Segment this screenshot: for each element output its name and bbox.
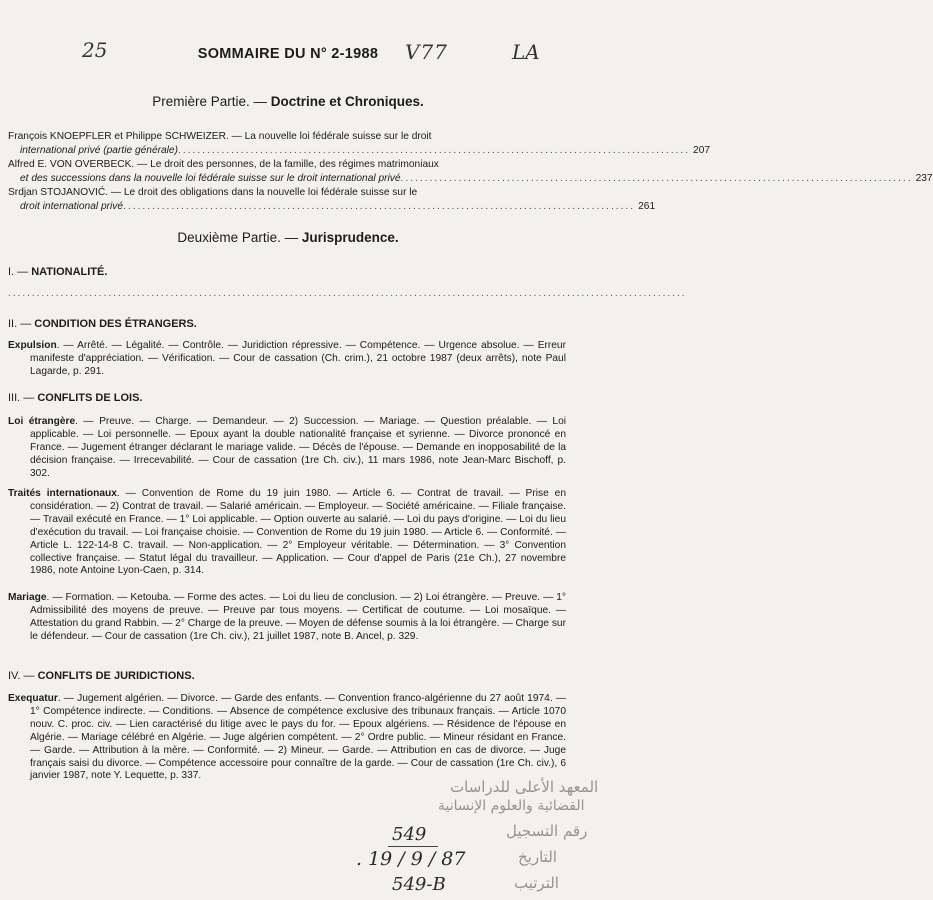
entry-expulsion [8,340,566,379]
section-heading-conflits-juridictions [8,670,195,682]
section-title: CONDITION DES ÉTRANGERS. [34,318,197,330]
entry-text: . — Preuve. — Charge. — Demandeur. — 2) Succession. — Mariage. — Question préalable. — Loi applicable. — Loi personnelle. — Epoux ayant la double nationalité française et syrienne. — Divorce prononcé en France. — Jugement étranger déclarant le mariage valide. — Décès de l'épouse. — Demande en inopposabilité de la décision française. — Irrecevabilité. — Cour de cassation (1re Ch. civ.), 11 mars 1986, note Jean-Marc Bischoff, p. 302. [30,416,566,479]
entry-text: . — Convention de Rome du 19 juin 1980. — Article 6. — Contrat de travail. — Prise en considération. — 2) Contrat de travail. — Salarié américain. — Employeur. — Société américaine. — Filiale française. — Travail exécuté en France. — 1° Loi applicable. — Option ouverte au salarié. — Loi du pays d'origine. — Loi du lieu d'exécution du travail. — Loi française choisie. — Convention de Rome du 19 juin 1980. — Article 6. — Conformité. — Article L. 122-14-8 C. travail. — Non-application. — 2° Employeur véritable. — Détermination. — 3° Convention collective française. — Statut légal du travailleur. — Application. — Cour d'appel de Paris (21e Ch.), 27 novembre 1986, note Antoine Lyon-Caen, p. 314. [30,488,566,577]
stamp-line: التاريخ [518,848,557,866]
section-number: IV. — [8,670,35,682]
toc-entry-title-cont: et des successions dans la nouvelle loi fédérale suisse sur le droit international privé [20,173,401,184]
stamp-line: المعهد الأعلى للدراسات [450,778,599,796]
handwritten-registration-number: 549 [392,824,427,845]
section-number: II. — [8,318,32,330]
toc-entry-title-cont: international privé (partie générale) [20,145,178,156]
handwritten-classification: 549-B [392,874,446,895]
entry-text: . — Formation. — Ketouba. — Forme des actes. — Loi du lieu de conclusion. — 2) Loi étrangère. — Preuve. — 1° Admissibilité des moyens de preuve. — Preuve par tous moyens. — Certificat de coutume. — Loi mosaïque. — Attestation du grand Rabbin. — 2° Charge de la preuve. — Moyen de défense soumis à la loi étrangère. — Charge sur le défendeur. — Cour de cassation (1re Ch. civ.), 21 juillet 1987, note B. Ancel, p. 329. [30,592,566,642]
toc-entry-continuation [8,172,933,186]
toc-entry [8,130,711,158]
entry-text: . — Arrêté. — Légalité. — Contrôle. — Juridiction répressive. — Compétence. — Urgence absolue. — Erreur manifeste d'appréciation. — Vérification. — Cour de cassation (Ch. crim.), 21 octobre 1987 (deux arrêts), note Paul Lagarde, p. 291. [30,340,566,377]
handwritten-underline [388,846,438,847]
toc-entry-author-title: Srdjan STOJANOVIĆ. — Le droit des obligations dans la nouvelle loi fédérale suisse sur le [8,187,418,198]
toc-entry-continuation [8,144,711,158]
part-one-label: Doctrine et Chroniques. [270,94,424,109]
toc-entry-author-title: Alfred E. VON OVERBECK. — Le droit des personnes, de la famille, des régimes matrimoniaux [8,159,439,170]
part-two-prefix: Deuxième Partie. — [177,230,302,245]
stamp-line: القضائية والعلوم الإنسانية [438,798,585,814]
part-one-heading [0,94,576,109]
toc-entry-title-cont: droit international privé [20,201,124,212]
stamp-line: الترتيب [514,874,559,892]
empty-section-dots: .............................................................................................................................................. [8,288,687,299]
section-title: CONFLITS DE JURIDICTIONS. [37,670,195,682]
part-two-label: Jurisprudence. [301,230,399,245]
section-heading-nationalite [8,266,107,278]
handwritten-number-top-left: 25 [82,38,108,62]
entry-keyword: Loi étrangère [8,416,76,427]
entry-keyword: Traités internationaux [8,488,117,499]
part-one-prefix: Première Partie. — [152,94,271,109]
toc-page-number: 261 [638,201,656,212]
entry-keyword: Expulsion [8,340,57,351]
toc-leader-dots: .......................................................................................................... [123,201,636,212]
entry-loi-etrangere [8,416,566,481]
part-two-heading [0,230,576,245]
handwritten-date: . 19 / 9 / 87 [356,848,466,870]
entry-keyword: Exequatur [8,693,58,704]
handwritten-code-top: V77 [405,40,448,64]
section-title: CONFLITS DE LOIS. [37,392,143,404]
section-heading-conflits-lois [8,392,142,404]
entry-traites-internationaux [8,488,566,578]
table-of-contents [8,130,933,214]
entry-exequatur [8,693,566,783]
entry-mariage [8,592,566,644]
stamp-line: رقم التسجيل [506,822,588,840]
toc-entry-continuation [8,200,656,214]
handwritten-code-top-right: LA [512,40,540,64]
toc-entry [8,158,933,186]
entry-text: . — Jugement algérien. — Divorce. — Garde des enfants. — Convention franco-algérienne du 27 août 1974. — 1° Compétence indirecte. — Conditions. — Absence de compétence exclusive des tribunaux français. — Article 1070 nouv. C. proc. civ. — Lien caractérisé du litige avec le pays du for. — Epoux algériens. — Résidence de l'épouse en Algérie. — Mariage célébré en Algérie. — Juge algérien compétent. — 2° Ordre public. — Mineur résidant en France. — Garde. — Attribution à la mère. — Conformité. — 2) Mineur. — Garde. — Attribution en cas de divorce. — Juge français saisi du divorce. — Compétence accessoire pour connaître de la garde. — Cour de cassation (1re Ch. civ.), 6 janvier 1987, note Y. Lequette, p. 337. [30,693,566,782]
section-heading-condition-etrangers [8,318,197,330]
page-title: SOMMAIRE DU N° 2-1988 [197,46,379,62]
toc-leader-dots: .......................................................................................................... [178,145,691,156]
toc-page-number: 237 [915,173,933,184]
section-number: III. — [8,392,35,404]
toc-entry-author-title: François KNOEPFLER et Philippe SCHWEIZER. — La nouvelle loi fédérale suisse sur le droit [8,131,432,142]
toc-page-number: 207 [693,145,711,156]
section-title: NATIONALITÉ. [31,266,108,278]
toc-leader-dots: .......................................................................................................... [400,173,913,184]
section-number: I. — [8,266,29,278]
toc-entry [8,186,656,214]
entry-keyword: Mariage [8,592,47,603]
